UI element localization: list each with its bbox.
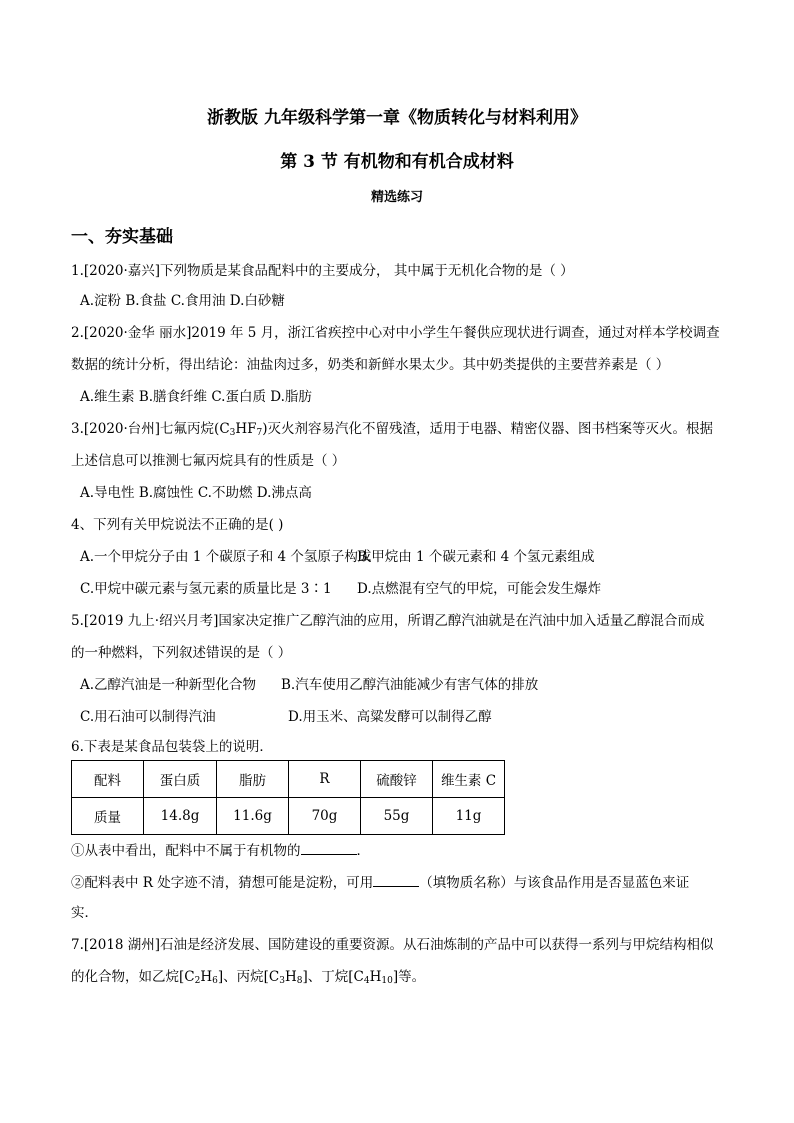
table-header-cell: 维生素 C bbox=[433, 761, 505, 798]
q7-text: ]等。 bbox=[392, 969, 426, 985]
question-5-stem-line1: 5.[2019 九上·绍兴月考]国家决定推广乙醇汽油的应用，所谓乙醇汽油就是在汽油中加入适量乙醇混合而成 bbox=[71, 613, 705, 629]
question-5-option-d: D.用玉米、高粱发酵可以制得乙醇 bbox=[288, 709, 492, 725]
q6-sub2-text: ②配料表中 R 处字迹不清，猜想可能是淀粉，可用 bbox=[71, 875, 374, 891]
q7-subscript: 8 bbox=[296, 976, 303, 986]
q7-subscript: 6 bbox=[212, 976, 218, 986]
table-header-cell: R bbox=[289, 761, 361, 798]
question-1-stem: 1.[2020·嘉兴]下列物质是某食品配料中的主要成分， 其中属于无机化合物的是（ ） bbox=[71, 263, 574, 279]
table-cell: 11g bbox=[433, 798, 505, 835]
q7-text: ]、丁烷[C bbox=[302, 969, 364, 985]
question-6-stem: 6.下表是某食品包装袋上的说明． bbox=[71, 739, 273, 755]
q3-text: 3.[2020·台州]七氟丙烷(C bbox=[71, 421, 230, 437]
question-1-options: A.淀粉 B.食盐 C.食用油 D.白砂糖 bbox=[80, 293, 285, 309]
table-header-cell: 蛋白质 bbox=[144, 761, 217, 798]
answer-blank bbox=[373, 872, 419, 887]
question-4-option-a: A.一个甲烷分子由 1 个碳原子和 4 个氢原子构成 bbox=[80, 549, 372, 565]
question-6-sub-1 bbox=[71, 840, 370, 860]
question-3-options: A.导电性 B.腐蚀性 C.不助燃 D.沸点高 bbox=[80, 485, 312, 501]
table-cell: 11.6g bbox=[217, 798, 289, 835]
q3-text: )灭火剂容易汽化不留残渣，适用于电器、精密仪器、图书档案等灭火。根据 bbox=[262, 421, 714, 437]
q7-subscript: 2 bbox=[194, 976, 201, 986]
q7-subscript: 10 bbox=[381, 976, 393, 986]
q6-sub2-text-after: （填物质名称）与该食品作用是否显蓝色来证 bbox=[419, 875, 690, 891]
question-5-option-b: B.汽车使用乙醇汽油能减少有害气体的排放 bbox=[281, 677, 539, 693]
question-5-stem-line2: 的一种燃料，下列叙述错误的是（ ） bbox=[71, 645, 292, 661]
q7-text: 的化合物，如乙烷[C bbox=[71, 969, 195, 985]
question-2-stem-line2: 数据的统计分析，得出结论：油盐肉过多，奶类和新鲜水果太少。其中奶类提供的主要营养素是（ ） bbox=[71, 357, 670, 373]
question-5-option-c: C.用石油可以制得汽油 bbox=[80, 709, 216, 725]
question-7-stem-line2 bbox=[71, 968, 425, 990]
part-heading: 一、夯实基础 bbox=[71, 227, 173, 247]
question-4-option-d: D.点燃混有空气的甲烷，可能会发生爆炸 bbox=[357, 581, 602, 597]
answer-blank bbox=[301, 840, 357, 855]
table-cell: 70g bbox=[289, 798, 361, 835]
table-header-cell: 硫酸锌 bbox=[361, 761, 433, 798]
question-5-option-a: A.乙醇汽油是一种新型化合物 bbox=[80, 677, 257, 693]
ingredient-table bbox=[71, 760, 505, 835]
q7-text: ]、丙烷[C bbox=[217, 969, 280, 985]
q3-subscript: 3 bbox=[229, 428, 236, 438]
table-cell: 14.8g bbox=[144, 798, 217, 835]
q6-sub1-text: ①从表中看出，配料中不属于有机物的 bbox=[71, 843, 301, 859]
question-4-stem: 4、下列有关甲烷说法不正确的是( ) bbox=[71, 517, 284, 533]
question-3-stem-line2: 上述信息可以推测七氟丙烷具有的性质是（ ） bbox=[71, 453, 346, 469]
table-header-cell: 配料 bbox=[72, 761, 144, 798]
table-row bbox=[72, 798, 505, 835]
q7-text: H bbox=[284, 969, 297, 985]
table-row bbox=[72, 761, 505, 798]
q6-sub1-end: ． bbox=[356, 843, 370, 859]
question-6-sub-2-line2: 实． bbox=[71, 905, 98, 921]
q7-text: H bbox=[369, 969, 382, 985]
document-title: 浙教版 九年级科学第一章《物质转化与材料利用》 bbox=[207, 108, 587, 128]
document-subtitle: 精选练习 bbox=[370, 190, 423, 205]
q7-subscript: 3 bbox=[279, 976, 285, 986]
q3-text: HF bbox=[235, 421, 257, 437]
q7-text: H bbox=[200, 969, 213, 985]
q3-subscript: 7 bbox=[256, 428, 263, 438]
question-2-stem-line1: 2.[2020·金华 丽水]2019 年 5 月，浙江省疾控中心对中小学生午餐供应现状进行调查，通过对样本学校调查 bbox=[71, 325, 720, 341]
question-4-option-c: C.甲烷中碳元素与氢元素的质量比是 3∶1 bbox=[80, 581, 332, 597]
question-6-sub-2 bbox=[71, 872, 689, 892]
question-7-stem-line1: 7.[2018 湖州]石油是经济发展、国防建设的重要资源。从石油炼制的产品中可以获得一系列与甲烷结构相似 bbox=[71, 937, 714, 953]
question-3-stem-line1 bbox=[71, 420, 713, 442]
section-title: 第 3 节 有机物和有机合成材料 bbox=[280, 152, 514, 172]
table-header-cell: 脂肪 bbox=[217, 761, 289, 798]
question-2-options: A.维生素 B.膳食纤维 C.蛋白质 D.脂肪 bbox=[80, 389, 312, 405]
table-cell: 质量 bbox=[72, 798, 144, 835]
table-cell: 55g bbox=[361, 798, 433, 835]
q7-subscript: 4 bbox=[363, 976, 370, 986]
question-4-option-b: B.甲烷由 1 个碳元素和 4 个氢元素组成 bbox=[357, 549, 595, 565]
